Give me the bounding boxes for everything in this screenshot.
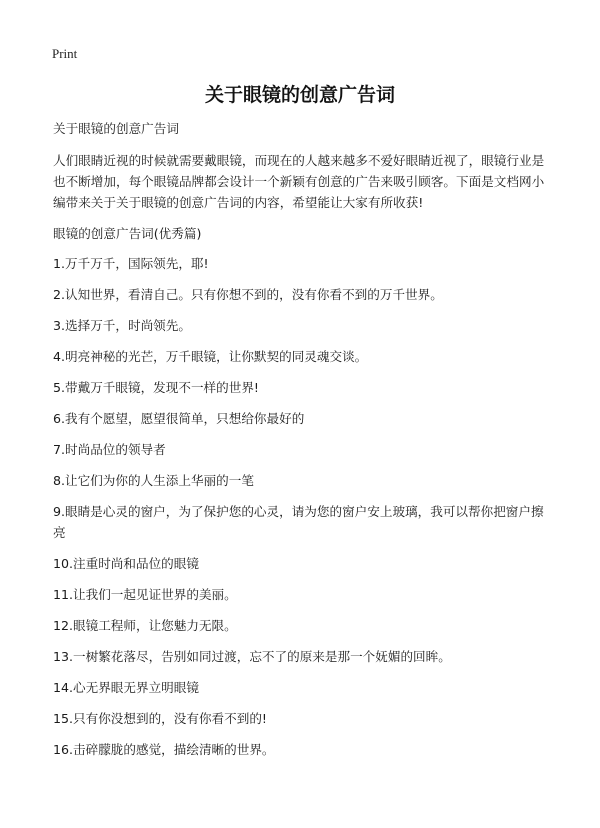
list-item: 15.只有你没想到的，没有你看不到的!	[53, 711, 267, 726]
list-item: 9.眼睛是心灵的窗户，为了保护您的心灵，请为您的窗户安上玻璃，我可以帮你把窗户擦亮	[53, 504, 544, 540]
section-heading: 眼镜的创意广告词(优秀篇)	[53, 226, 202, 241]
list-item: 13.一树繁花落尽，告别如同过渡，忘不了的原来是那一个妩媚的回眸。	[53, 649, 451, 664]
list-item: 11.让我们一起见证世界的美丽。	[53, 587, 237, 602]
document-body	[53, 118, 553, 770]
list-item: 1.万千万千，国际领先，耶!	[53, 256, 209, 271]
list-item: 10.注重时尚和品位的眼镜	[53, 556, 199, 571]
print-link[interactable]: Print	[52, 46, 78, 61]
page-title: 关于眼镜的创意广告词	[204, 84, 395, 106]
document-subtitle: 关于眼镜的创意广告词	[53, 121, 179, 136]
list-item: 3.选择万千，时尚领先。	[53, 318, 191, 333]
list-item: 5.带戴万千眼镜，发现不一样的世界!	[53, 380, 259, 395]
list-item: 7.时尚品位的领导者	[53, 442, 166, 457]
list-item: 8.让它们为你的人生添上华丽的一笔	[53, 473, 254, 488]
list-item: 6.我有个愿望，愿望很简单，只想给你最好的	[53, 411, 305, 426]
list-item: 2.认知世界，看清自己。只有你想不到的，没有你看不到的万千世界。	[53, 287, 443, 302]
list-item: 12.眼镜工程师，让您魅力无限。	[53, 618, 237, 633]
list-item: 4.明亮神秘的光芒，万千眼镜，让你默契的同灵魂交谈。	[53, 349, 368, 364]
intro-paragraph: 人们眼睛近视的时候就需要戴眼镜，而现在的人越来越多不爱好眼睛近视了，眼镜行业是也不断增加，每个眼镜品牌都会设计一个新颖有创意的广告来吸引顾客。下面是文档网小编带来关于关于眼镜的创意广告词的内容，希望能让大家有所收获!	[53, 153, 545, 210]
list-item: 16.击碎朦胧的感觉，描绘清晰的世界。	[53, 742, 275, 757]
list-item: 14.心无界眼无界立明眼镜	[53, 680, 199, 695]
